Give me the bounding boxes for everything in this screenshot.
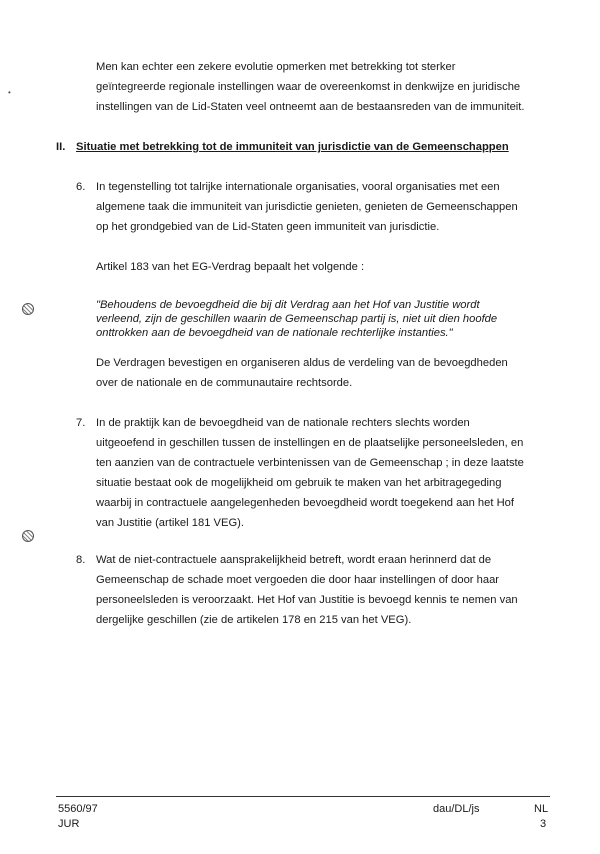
section-number: II. <box>56 141 66 153</box>
reference-code: dau/DL/js <box>433 803 480 815</box>
page-number: 3 <box>540 818 547 830</box>
article-intro: Artikel 183 van het EG-Verdrag bepaalt het volgende : <box>96 261 365 273</box>
text-line: geïntegreerde regionale instellingen waar de overeenkomst in denkwijze en juridische <box>96 81 521 93</box>
text-line: algemene taak die immuniteit van jurisdictie genieten, genieten de Gemeenschappen <box>96 201 518 213</box>
text-line: situatie bestaat ook de mogelijkheid om gebruik te maken van het arbitragegeding <box>96 477 502 489</box>
text-line: uitgeoefend in geschillen tussen de instellingen en de plaatselijke personeelsleden, en <box>96 437 524 449</box>
paragraph-number: 8. <box>76 554 86 566</box>
text-line: personeelsleden is veroorzaakt. Het Hof van Justitie is bevoegd kennis te nemen van <box>96 594 518 606</box>
text-line: In de praktijk kan de bevoegdheid van de nationale rechters slechts worden <box>96 417 470 429</box>
quote-line: onttrokken aan de bevoegdheid van de nationale rechterlijke instanties." <box>96 327 453 339</box>
paragraph-number: 7. <box>76 417 86 429</box>
language-code: NL <box>534 803 549 815</box>
department-code: JUR <box>58 818 80 830</box>
text-line: instellingen van de Lid-Staten veel ontneemt aan de bestaansreden van de immuniteit. <box>96 101 525 113</box>
text-line: In tegenstelling tot talrijke internationale organisaties, vooral organisaties met een <box>96 181 500 193</box>
text-line: ten aanzien van de contractuele verbintenissen van de Gemeenschap ; in deze laatste <box>96 457 524 469</box>
text-line: over de nationale en de communautaire rechtsorde. <box>96 377 353 389</box>
paragraph-number: 6. <box>76 181 86 193</box>
scan-mark: • <box>8 88 11 97</box>
text-line: Gemeenschap de schade moet vergoeden die door haar instellingen of door haar <box>96 574 500 586</box>
text-line: op het grondgebied van de Lid-Staten geen immuniteit van jurisdictie. <box>96 221 440 233</box>
text-line: dergelijke geschillen (zie de artikelen 178 en 215 van het VEG). <box>96 614 412 626</box>
punch-hole-bottom <box>22 530 34 542</box>
text-line: Men kan echter een zekere evolutie opmerken met betrekking tot sterker <box>96 61 456 73</box>
document-number: 5560/97 <box>58 803 98 815</box>
footer-rule <box>56 796 550 797</box>
text-line: De Verdragen bevestigen en organiseren aldus de verdeling van de bevoegdheden <box>96 357 508 369</box>
quote-line: "Behoudens de bevoegdheid die bij dit Verdrag aan het Hof van Justitie wordt <box>96 299 480 311</box>
text-line: waarbij in contractuele aangelegenheden bevoegdheid wordt toegekend aan het Hof <box>96 497 514 509</box>
section-title: Situatie met betrekking tot de immuniteit van jurisdictie van de Gemeenschappen <box>76 141 509 153</box>
punch-hole-top <box>22 303 34 315</box>
text-line: Wat de niet-contractuele aansprakelijkheid betreft, wordt eraan herinnerd dat de <box>96 554 492 566</box>
quote-line: verleend, zijn de geschillen waarin de Gemeenschap partij is, niet uit dien hoofde <box>96 313 498 325</box>
text-line: van Justitie (artikel 181 VEG). <box>96 517 244 529</box>
